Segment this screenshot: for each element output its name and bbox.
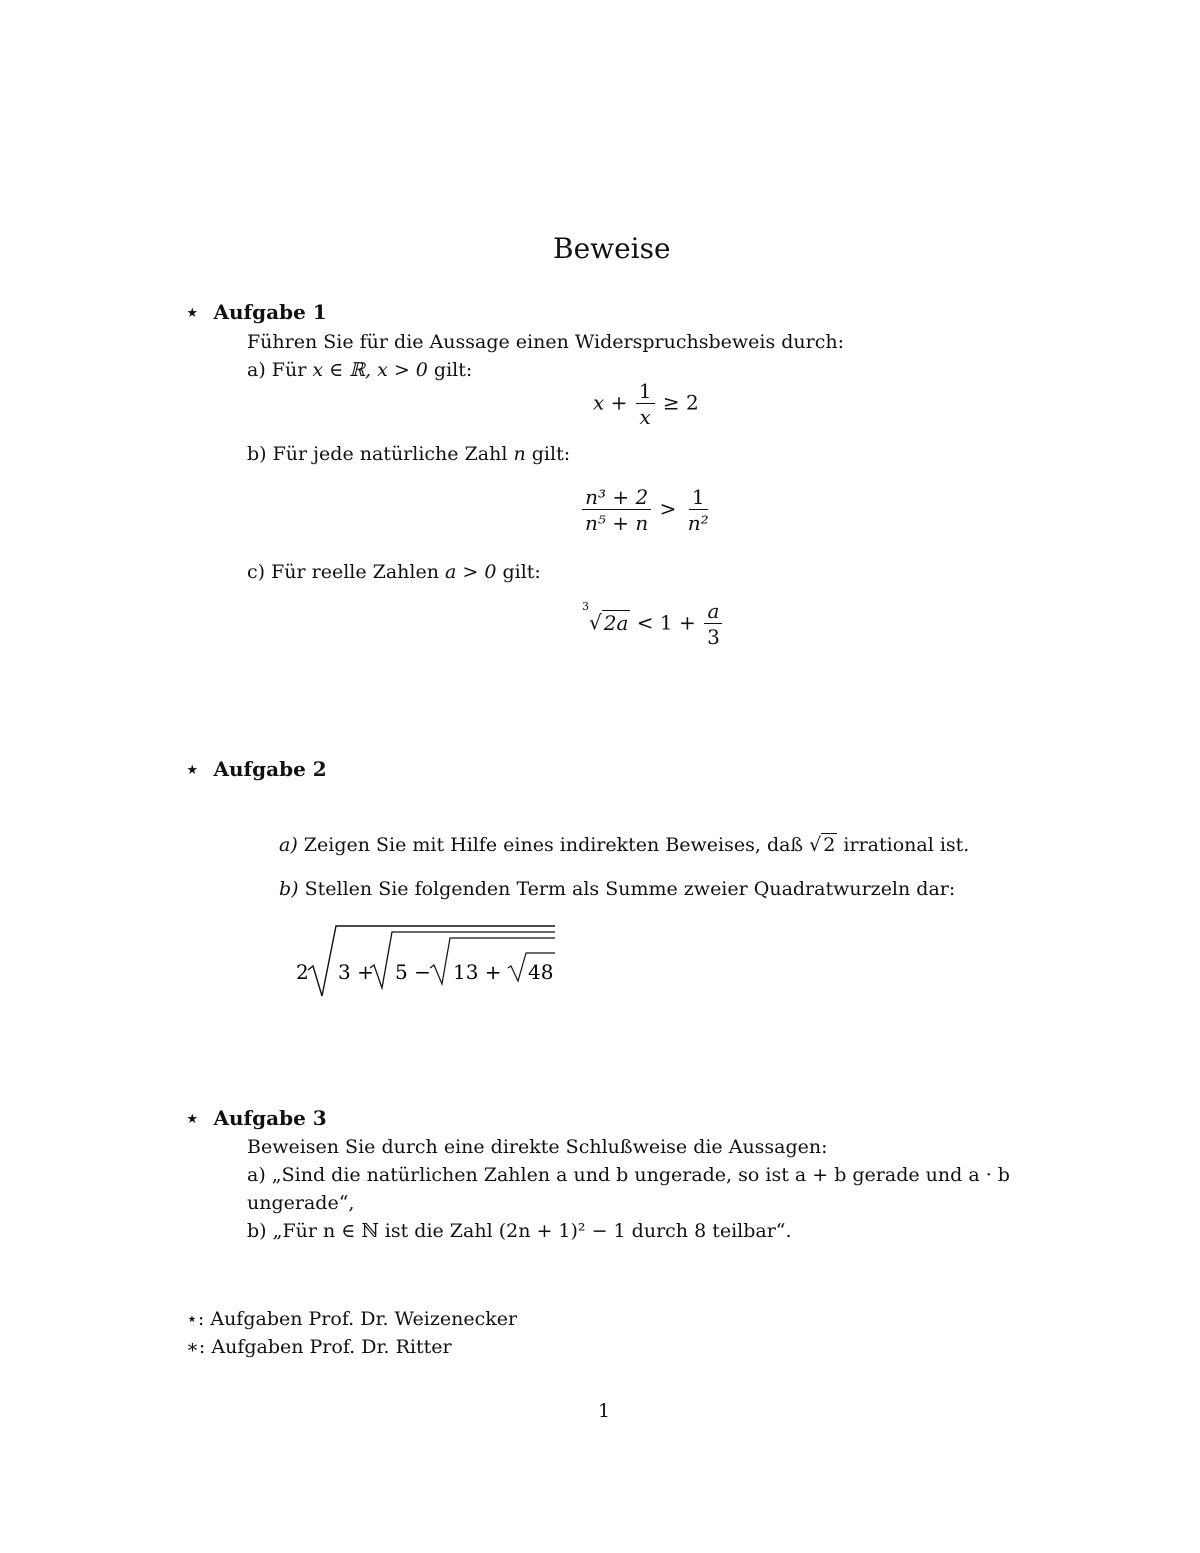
task1-c-cond: a > 0 <box>445 561 497 583</box>
task2-b-text: Stellen Sie folgenden Term als Summe zweier Quadratwurzeln dar: <box>304 878 956 900</box>
star-marker-icon: ⋆ <box>186 1308 198 1330</box>
task3-heading: Aufgabe 3 <box>213 1106 327 1130</box>
task3-a-line2: ungerade“, <box>247 1192 355 1214</box>
task1-c-line <box>247 561 541 583</box>
formula-b-rden: n² <box>687 511 709 535</box>
task2-a-label: a) <box>279 834 298 856</box>
formula-b-num: n³ + 2 <box>582 486 651 510</box>
sqrt-icon: √ <box>809 834 822 856</box>
task3-b-line: b) „Für n ∈ ℕ ist die Zahl (2n + 1)² − 1 durch 8 teilbar“. <box>247 1220 792 1242</box>
term-p4: 48 <box>528 960 554 984</box>
task2-a-rad: 2 <box>823 834 836 856</box>
footnote-ritter <box>186 1336 452 1358</box>
formula-a-den: x <box>639 405 651 429</box>
task1-c-tail: gilt: <box>502 561 541 583</box>
task1-b-formula <box>580 486 714 534</box>
task1-c-label: c) Für reelle Zahlen <box>247 561 439 583</box>
task1-intro: Führen Sie für die Aussage einen Widerspruchsbeweis durch: <box>247 331 845 353</box>
task2-heading-row <box>186 757 327 781</box>
root-icon: √ <box>589 610 602 635</box>
task1-heading-row <box>186 300 327 324</box>
nested-radical-term <box>290 918 570 1002</box>
formula-b-rel: > <box>659 496 677 521</box>
task1-c-formula <box>582 600 725 648</box>
task2-a-line <box>279 834 969 856</box>
task2-heading: Aufgabe 2 <box>213 757 327 781</box>
footnote-text: : Aufgaben Prof. Dr. Weizenecker <box>197 1308 518 1330</box>
formula-c-fraction <box>704 600 723 648</box>
term-coef: 2 <box>296 960 309 984</box>
page-title: Beweise <box>553 232 671 265</box>
formula-a-right: ≥ 2 <box>662 390 699 415</box>
star-marker-icon: ⋆ <box>186 757 199 781</box>
asterisk-marker-icon: ∗ <box>186 1336 199 1358</box>
formula-b-fraction-left <box>582 486 651 534</box>
task1-b-tail: gilt: <box>531 443 571 465</box>
formula-c-index: 3 <box>582 600 589 613</box>
footnote-weizenecker <box>186 1308 517 1330</box>
task3-a-line1: a) „Sind die natürlichen Zahlen a und b ungerade, so ist a + b gerade und a · b <box>247 1164 1010 1186</box>
task1-a-line <box>247 359 472 381</box>
task1-a-tail: gilt: <box>433 359 473 381</box>
formula-b-rnum: 1 <box>689 486 708 510</box>
task1-heading: Aufgabe 1 <box>213 300 327 324</box>
formula-c-radicand: 2a <box>603 610 629 635</box>
formula-b-den: n⁵ + n <box>585 511 649 535</box>
task2-a-text: Zeigen Sie mit Hilfe eines indirekten Beweises, daß <box>303 834 804 856</box>
task2-b-line <box>279 878 955 900</box>
task1-a-cond: x ∈ ℝ, x > 0 <box>312 359 428 381</box>
star-marker-icon: ⋆ <box>186 300 199 324</box>
formula-a-num: 1 <box>636 380 655 404</box>
task2-a-tail: irrational ist. <box>843 834 970 856</box>
star-marker-icon: ⋆ <box>186 1106 199 1130</box>
term-p2: 5 − <box>395 960 431 984</box>
task3-intro: Beweisen Sie durch eine direkte Schlußweise die Aussagen: <box>247 1136 828 1158</box>
task1-a-formula <box>593 380 699 428</box>
task1-b-line <box>247 443 570 465</box>
term-p1: 3 + <box>338 960 374 984</box>
formula-c-rel: < 1 + <box>636 610 696 635</box>
task1-b-var: n <box>513 443 526 465</box>
formula-b-fraction-right <box>685 486 712 534</box>
task1-b-label: b) Für jede natürliche Zahl <box>247 443 508 465</box>
formula-a-left: x + <box>593 390 628 415</box>
task1-a-label: a) Für <box>247 359 307 381</box>
task2-b-label: b) <box>279 878 299 900</box>
formula-c-den: 3 <box>707 625 720 649</box>
footnote-text: : Aufgaben Prof. Dr. Ritter <box>198 1336 452 1358</box>
page-number: 1 <box>598 1400 611 1422</box>
formula-a-fraction <box>636 380 655 428</box>
term-p3: 13 + <box>453 960 502 984</box>
task3-heading-row <box>186 1106 327 1130</box>
formula-c-num: a <box>704 600 722 624</box>
